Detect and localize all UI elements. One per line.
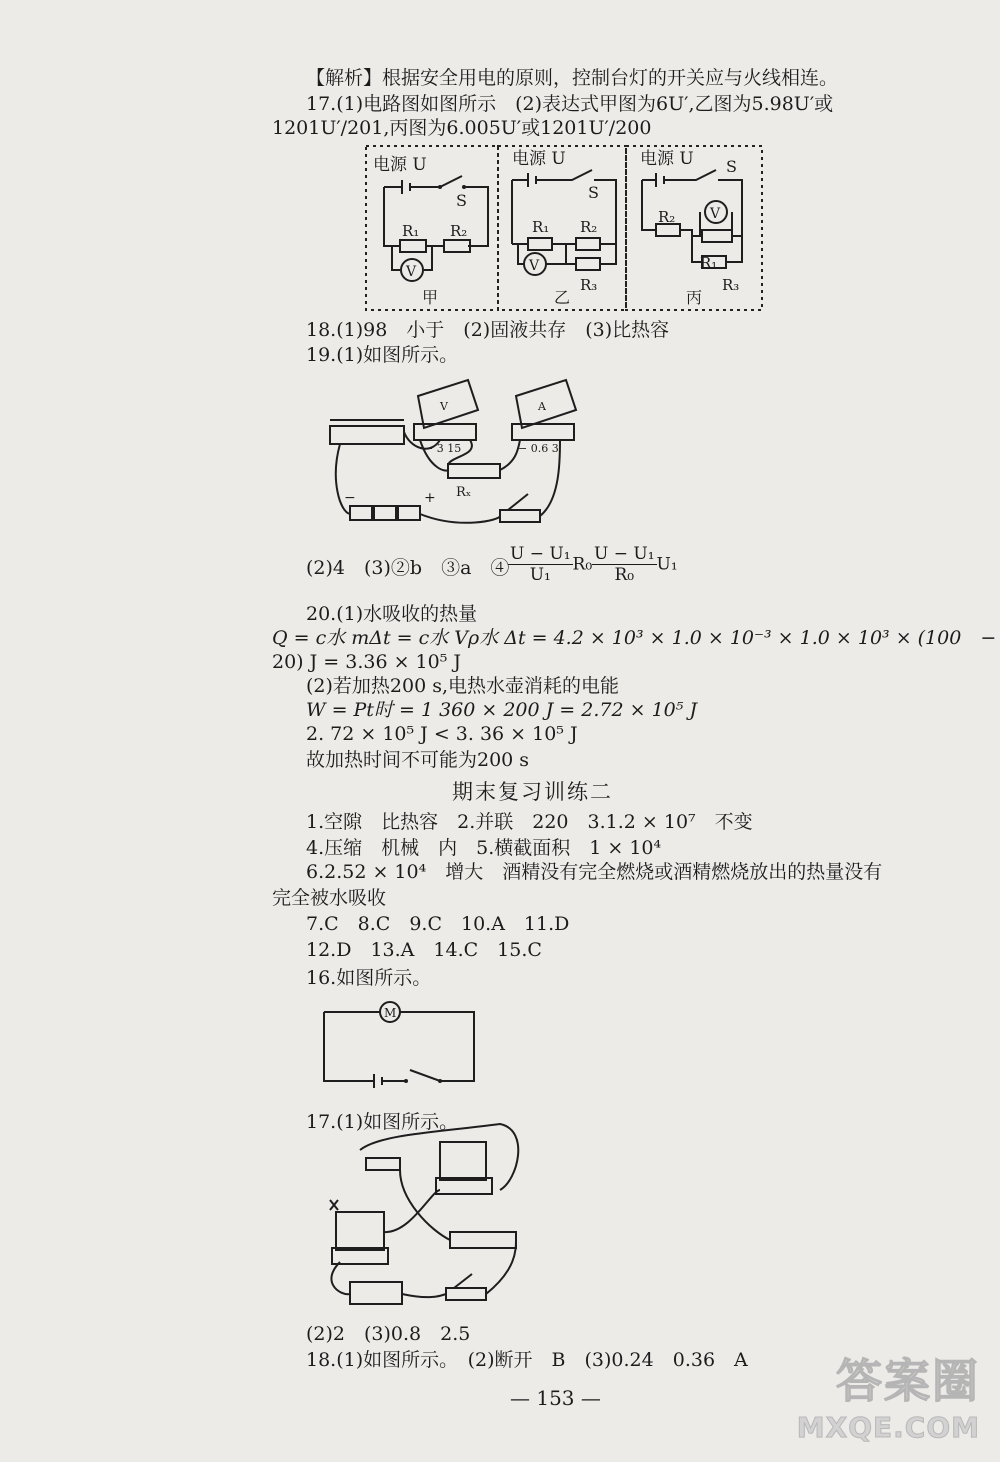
q17-line-cont: 1201U′/201,丙图为6.005U′或1201U′/200 (272, 117, 652, 139)
label-switch-jia: S (456, 191, 467, 210)
ans-line-18: 18.(1)如图所示。 (2)断开 B (3)0.24 0.36 A (306, 1349, 748, 1371)
f2-denominator: R₀ (614, 565, 635, 585)
watermark-top: 答案圈 (836, 1354, 980, 1408)
ans-line-17: 17.(1)如图所示。 (306, 1111, 459, 1133)
watermark-logo (797, 1345, 980, 1444)
f1-numerator: U − U₁ (510, 544, 571, 564)
label-r1-bing: R₁ (700, 254, 718, 272)
label-source-yi: 电源 U (512, 149, 566, 169)
q20-line: 20.(1)水吸收的热量 (306, 603, 478, 625)
q19-part2-line: (2)4 (3)②b ③a ④ (306, 557, 510, 579)
ans-line-16: 16.如图所示。 (306, 967, 432, 989)
v-terminals: − 3 15 (424, 442, 462, 455)
ans-line-4: 7.C 8.C 9.C 10.A 11.D (306, 913, 570, 935)
f1-denominator: U₁ (529, 565, 551, 585)
a-terminals: − 0.6 3 (518, 442, 559, 455)
label-r2-jia: R₂ (450, 222, 468, 240)
label-r1-jia: R₁ (402, 222, 420, 240)
q19-line: 19.(1)如图所示。 (306, 344, 459, 366)
f1-tail: R₀ (572, 554, 593, 575)
label-r2-yi: R₂ (580, 218, 598, 236)
label-r3-yi: R₃ (580, 276, 598, 294)
label-r2-bing: R₂ (658, 208, 676, 226)
q20-formula-q: Q = c水 mΔt = c水 Vρ水 Δt = 4.2 × 10³ × 1.0 × 10⁻³ × 1.0 × 10³ × (100 − (272, 627, 997, 649)
q20-conclusion-line: 故加热时间不可能为200 s (306, 749, 530, 771)
ans-line-3: 6.2.52 × 10⁴ 增大 酒精没有完全燃烧或酒精燃烧放出的热量没有 (306, 861, 883, 883)
f2-tail: U₁ (656, 554, 678, 575)
label-bing: 丙 (686, 288, 703, 307)
ans-line-5: 12.D 13.A 14.C 15.C (306, 939, 542, 961)
label-voltmeter-bing: V (710, 206, 721, 222)
label-jia: 甲 (422, 288, 439, 307)
ans-line-1: 1.空隙 比热容 2.并联 220 3.1.2 × 10⁷ 不变 (306, 811, 753, 833)
battery-plus: + (424, 490, 436, 506)
section-title: 期末复习训练二 (452, 780, 613, 804)
ans-line-17-part2: (2)2 (3)0.8 2.5 (306, 1323, 471, 1345)
label-voltmeter-yi: V (529, 258, 540, 274)
page-number: — 153 — (510, 1386, 601, 1410)
label-source-jia: 电源 U (373, 155, 427, 175)
q20-part2-line: (2)若加热200 s,电热水壶消耗的电能 (306, 675, 620, 697)
analysis-line: 【解析】根据安全用电的原则，控制台灯的开关应与火线相连。 (306, 67, 839, 89)
label-motor: M (384, 1006, 397, 1020)
f2-numerator: U − U₁ (594, 544, 655, 564)
meter-a-symbol: A (538, 400, 546, 413)
label-yi: 乙 (554, 288, 571, 307)
label-source-bing: 电源 U (640, 149, 694, 169)
meter-v-symbol: V (440, 400, 448, 413)
watermark-bottom: MXQE.COM (796, 1411, 980, 1444)
label-switch-bing: S (726, 157, 737, 176)
q20-compare-line: 2. 72 × 10⁵ J < 3. 36 × 10⁵ J (306, 723, 578, 745)
ans-line-2: 4.压缩 机械 内 5.横截面积 1 × 10⁴ (306, 837, 662, 859)
label-r1-yi: R₁ (532, 218, 550, 236)
q20-formula-q-cont: 20) J = 3.36 × 10⁵ J (272, 651, 461, 673)
label-r3-bing: R₃ (722, 276, 740, 294)
q20-formula-w: W = Pt时 = 1 360 × 200 J = 2.72 × 10⁵ J (306, 699, 698, 721)
label-voltmeter-jia: V (406, 264, 417, 280)
label-rx: Rₓ (456, 485, 472, 500)
label-switch-yi: S (588, 183, 599, 202)
ans-line-3-cont: 完全被水吸收 (272, 887, 387, 909)
q17-line: 17.(1)电路图如图所示 (2)表达式甲图为6U′,乙图为5.98U′或 (306, 93, 834, 115)
q18-line: 18.(1)98 小于 (2)固液共存 (3)比热容 (306, 319, 670, 341)
battery-minus: − (344, 490, 356, 506)
